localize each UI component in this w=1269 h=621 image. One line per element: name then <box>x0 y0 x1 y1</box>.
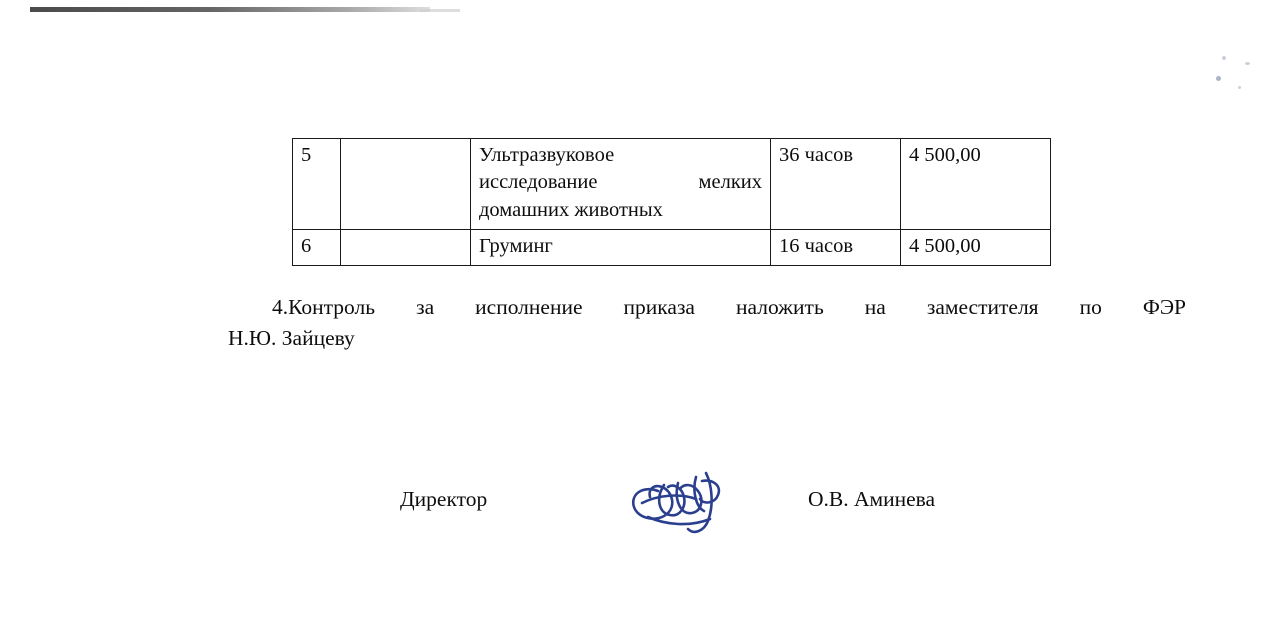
paragraph-line-1 <box>228 292 1186 323</box>
table-row <box>293 139 1051 230</box>
scan-top-streak-secondary <box>420 9 460 12</box>
cell-row-code <box>341 229 471 265</box>
scan-edge-artifact <box>0 0 30 10</box>
cell-row-number: 5 <box>293 139 341 230</box>
paragraph-text: 4.Контроль за исполнение приказа наложить на заместителя по ФЭР <box>272 295 1186 319</box>
cell-row-number: 6 <box>293 229 341 265</box>
cell-price: 4 500,00 <box>901 229 1051 265</box>
cell-service-name <box>471 139 771 230</box>
cell-hours: 36 часов <box>771 139 901 230</box>
cell-row-code <box>341 139 471 230</box>
signer-name: О.В. Аминева <box>808 487 936 511</box>
signature-block <box>228 487 1188 527</box>
scan-top-streak <box>30 7 430 12</box>
scan-speck <box>1245 62 1250 65</box>
handwritten-signature-icon <box>618 455 748 545</box>
cell-hours: 16 часов <box>771 229 901 265</box>
table-row <box>293 229 1051 265</box>
cell-service-name: Груминг <box>471 229 771 265</box>
service-line: домашних животных <box>479 198 663 221</box>
cell-price: 4 500,00 <box>901 139 1051 230</box>
scan-speck <box>1238 86 1241 89</box>
services-table <box>292 138 1051 266</box>
service-line: Ультразвуковое <box>479 144 615 166</box>
scan-speck <box>1216 76 1221 81</box>
scan-speck <box>1222 56 1226 60</box>
signer-title: Директор <box>400 487 488 511</box>
control-paragraph <box>228 292 1186 353</box>
service-line: исследование мелких <box>479 171 762 194</box>
paragraph-line-2: Н.Ю. Зайцеву <box>228 325 355 350</box>
